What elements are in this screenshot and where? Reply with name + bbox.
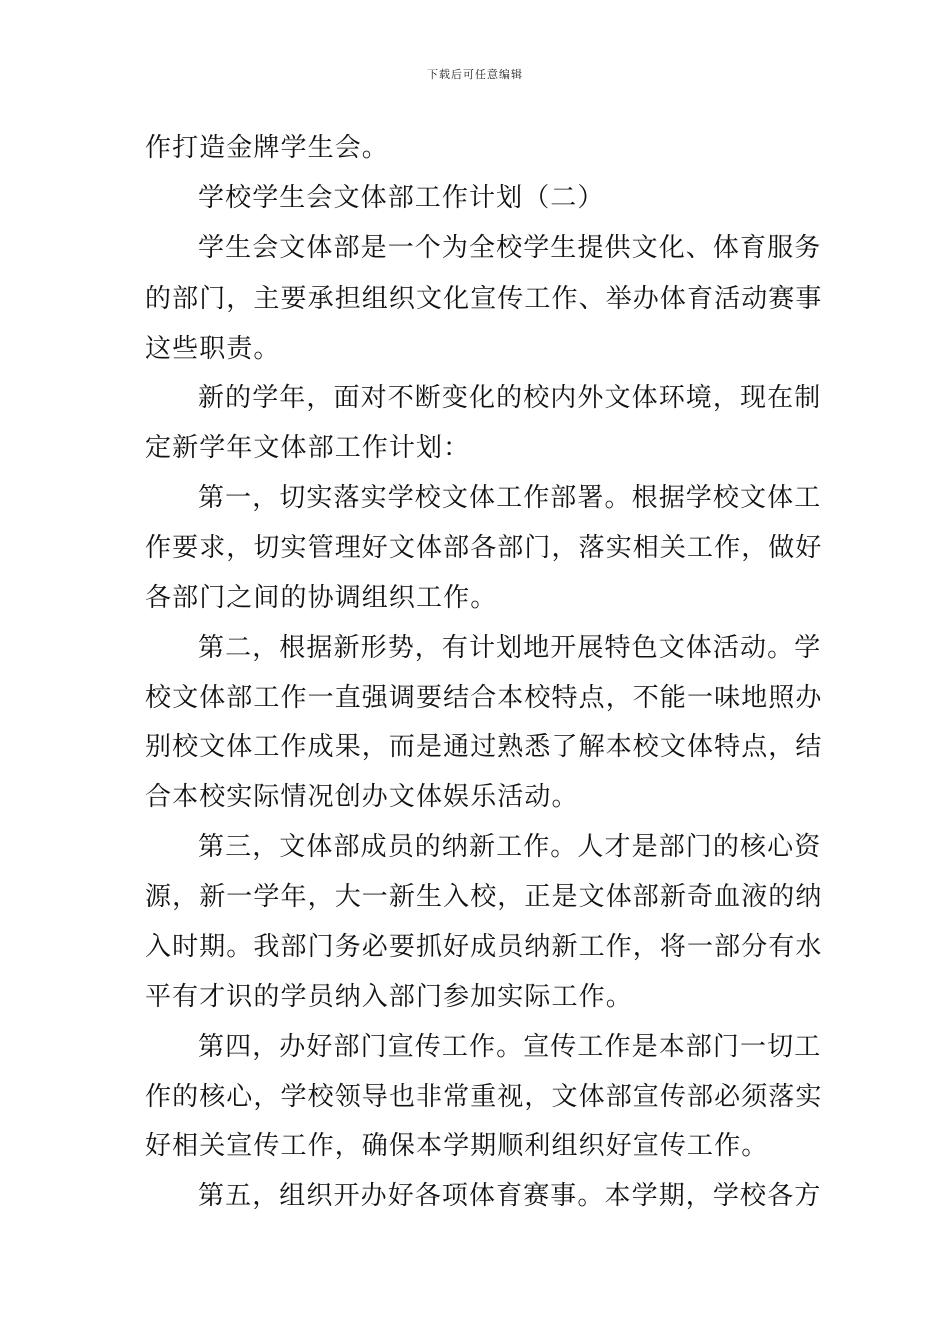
text-line: 的部门，主要承担组织文化宣传工作、举办体育活动赛事 [145, 284, 823, 314]
text-line: 这些职责。 [145, 334, 281, 364]
text-line: 作打造金牌学生会。 [145, 133, 389, 163]
text-line: 入时期。我部门务必要抓好成员纳新工作，将一部分有水 [145, 932, 823, 962]
text-line: 第五，组织开办好各项体育赛事。本学期，学校各方 [198, 1181, 822, 1211]
text-line: 第三，文体部成员的纳新工作。人才是部门的核心资 [198, 832, 822, 862]
text-line: 学生会文体部是一个为全校学生提供文化、体育服务 [198, 233, 822, 263]
text-line: 定新学年文体部工作计划： [145, 433, 471, 463]
text-line: 作要求，切实管理好文体部各部门，落实相关工作，做好 [145, 533, 823, 563]
text-line: 作的核心，学校领导也非常重视，文体部宣传部必须落实 [145, 1082, 823, 1112]
text-line: 好相关宣传工作，确保本学期顺利组织好宣传工作。 [145, 1131, 769, 1161]
text-line: 第二，根据新形势，有计划地开展特色文体活动。学 [198, 633, 822, 663]
text-line: 源，新一学年，大一新生入校，正是文体部新奇血液的纳 [145, 882, 823, 912]
text-line: 新的学年，面对不断变化的校内外文体环境，现在制 [198, 383, 822, 413]
section-title: 学校学生会文体部工作计划（二） [198, 183, 605, 213]
text-line: 别校文体工作成果，而是通过熟悉了解本校文体特点，结 [145, 732, 823, 762]
text-line: 合本校实际情况创办文体娱乐活动。 [145, 782, 579, 812]
page-header: 下载后可任意编辑 [427, 68, 523, 81]
text-line: 各部门之间的协调组织工作。 [145, 583, 498, 613]
text-line: 第四，办好部门宣传工作。宣传工作是本部门一切工 [198, 1032, 822, 1062]
text-line: 校文体部工作一直强调要结合本校特点，不能一味地照办 [145, 683, 823, 713]
text-line: 第一，切实落实学校文体工作部署。根据学校文体工 [198, 483, 822, 513]
text-line: 平有才识的学员纳入部门参加实际工作。 [145, 982, 633, 1012]
